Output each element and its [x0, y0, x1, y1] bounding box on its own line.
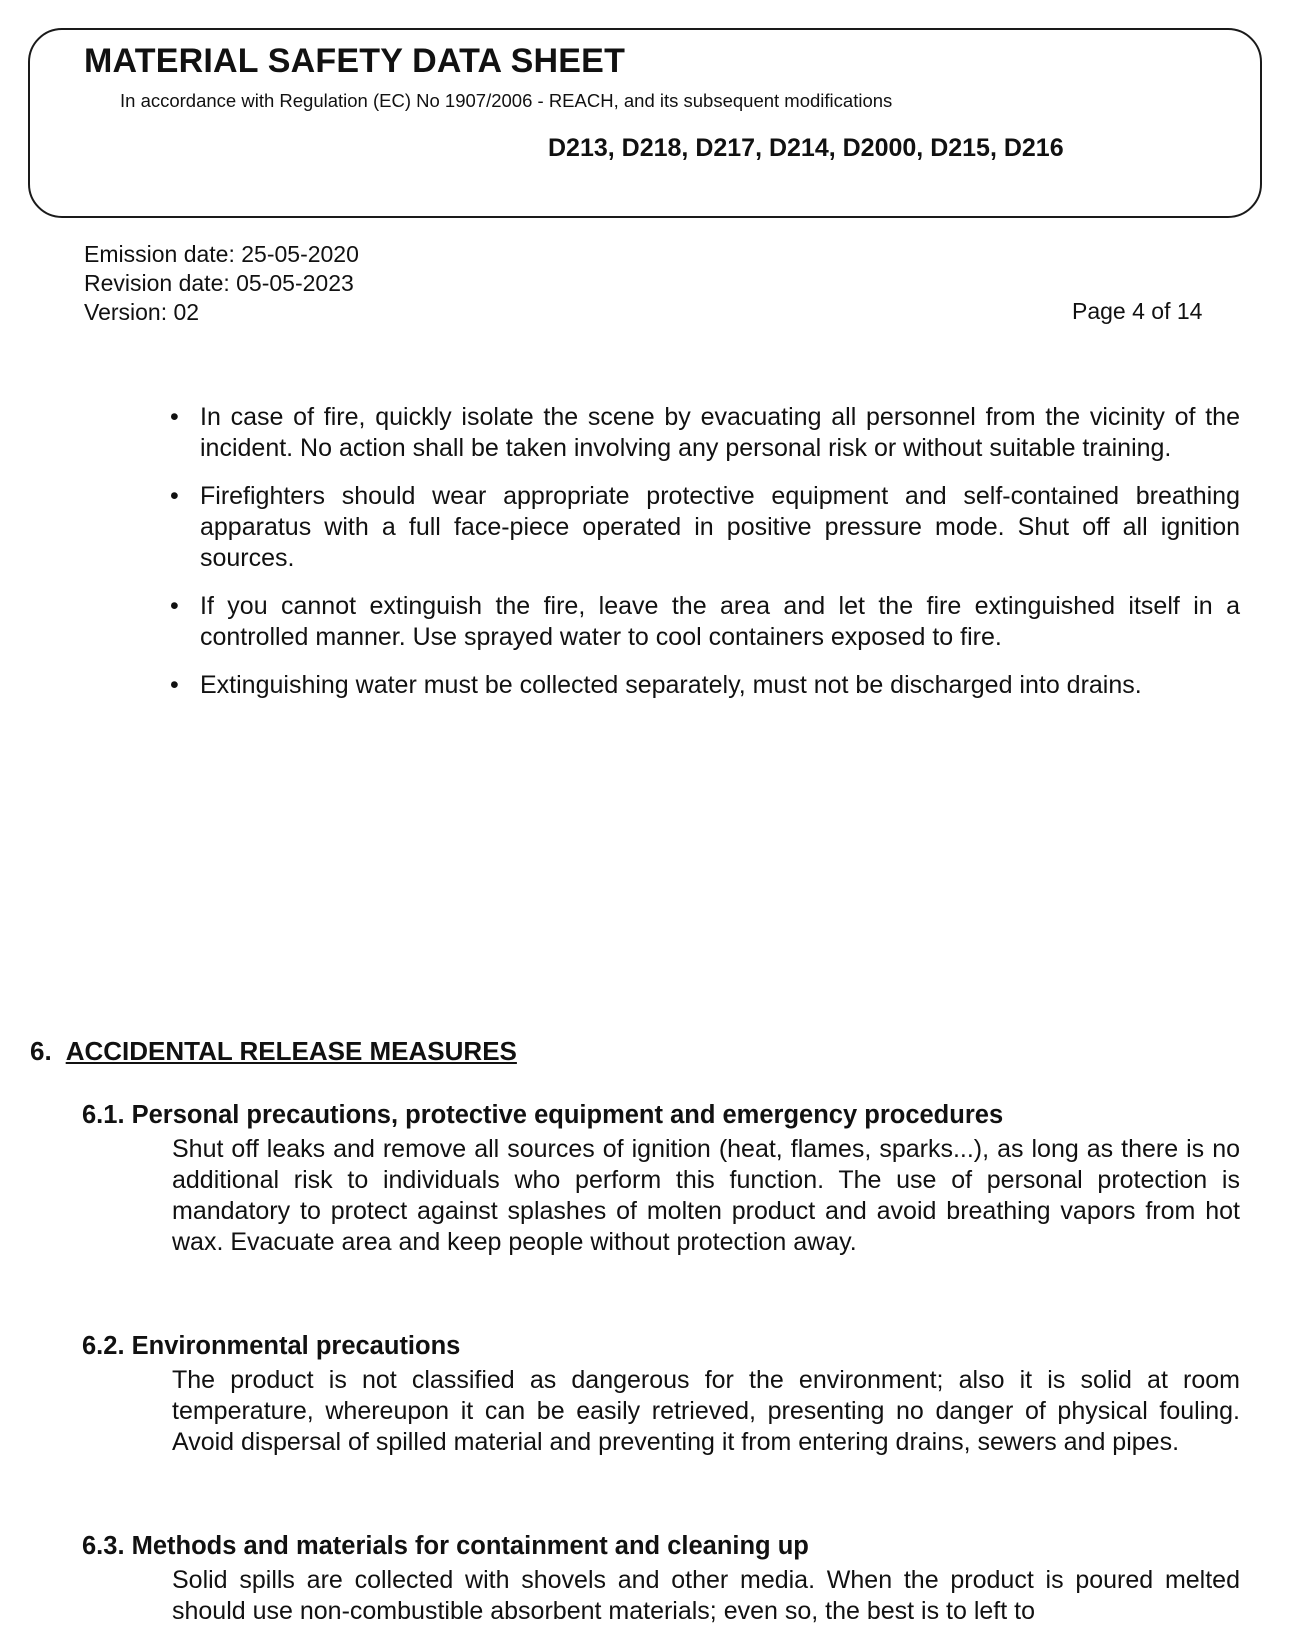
bullet-icon: • [170, 482, 179, 510]
subsection-title: 6.2. Environmental precautions [82, 1332, 461, 1360]
emission-date: Emission date: 25-05-2020 [84, 241, 359, 267]
subsection-title: 6.1. Personal precautions, protective equipment and emergency procedures [82, 1101, 1004, 1129]
list-item [170, 670, 1240, 701]
page-number: Page 4 of 14 [1072, 298, 1203, 324]
bullet-icon: • [170, 592, 179, 620]
list-item [170, 481, 1240, 574]
bullet-icon: • [170, 671, 179, 699]
subsection-6-2 [82, 1332, 1240, 1458]
list-item-text: If you cannot extinguish the fire, leave the area and let the fire extinguished itself in a controlled manner. Use sprayed water to cool containers exposed to fire. [200, 592, 1240, 651]
document-title: MATERIAL SAFETY DATA SHEET [84, 42, 626, 80]
version: Version: 02 [84, 299, 200, 325]
section-6-heading [30, 1036, 517, 1067]
section-number: 6. [30, 1036, 52, 1066]
list-item-text: In case of fire, quickly isolate the scene by evacuating all personnel from the vicinity of the incident. No action shall be taken involving any personal risk or without suitable training. [200, 403, 1240, 462]
list-item-text: Extinguishing water must be collected separately, must not be discharged into drains. [200, 671, 1142, 699]
subsection-body: The product is not classified as dangerous for the environment; also it is solid at room temperature, whereupon it can be easily retrieved, presenting no danger of physical fouling. Avoid dispersal of spilled material and preventing it from entering drains, sewers and pipes. [172, 1366, 1240, 1456]
list-item [170, 591, 1240, 653]
subsection-title: 6.3. Methods and materials for containment and cleaning up [82, 1532, 809, 1560]
list-item [170, 402, 1240, 464]
subsection-6-3 [82, 1532, 1240, 1627]
list-item-text: Firefighters should wear appropriate protective equipment and self-contained breathing apparatus with a full face-piece operated in positive pressure mode. Shut off all ignition sources. [200, 482, 1240, 572]
document-header [28, 28, 1262, 218]
bullet-icon: • [170, 403, 179, 431]
fire-measures-list [170, 402, 1240, 718]
section-title: ACCIDENTAL RELEASE MEASURES [65, 1036, 517, 1066]
subsection-6-1 [82, 1101, 1240, 1258]
product-codes: D213, D218, D217, D214, D2000, D215, D216 [548, 134, 1064, 162]
regulation-note: In accordance with Regulation (EC) No 1907/2006 - REACH, and its subsequent modifications [120, 90, 893, 111]
document-meta [84, 240, 359, 327]
subsection-body: Solid spills are collected with shovels and other media. When the product is poured melted should use non-combustible absorbent materials; even so, the best is to left to [172, 1566, 1240, 1625]
revision-date: Revision date: 05-05-2023 [84, 270, 354, 296]
subsection-body: Shut off leaks and remove all sources of ignition (heat, flames, sparks...), as long as there is no additional risk to individuals who perform this function. The use of personal protection is mandatory to protect against splashes of molten product and avoid breathing vapors from hot wax. Evacuate area and keep people without protection away. [172, 1135, 1240, 1256]
